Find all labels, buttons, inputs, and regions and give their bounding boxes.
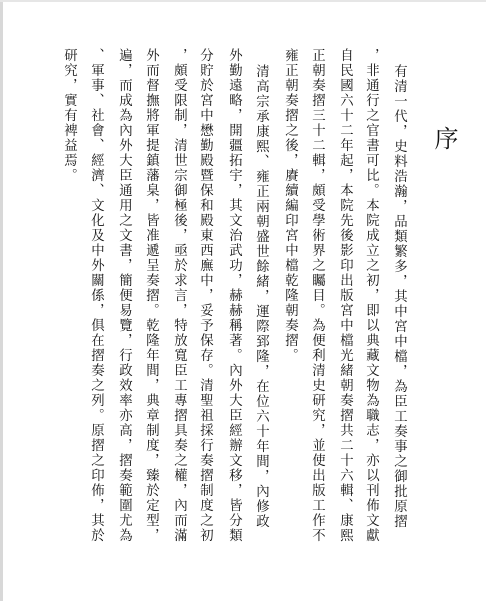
text-column: 雍正朝奏摺之後，賡續編印宮中檔乾隆朝奏摺。: [282, 48, 298, 363]
text-column: ，頗受限制，清世宗御極後，亟於求言，特放寬臣工專摺具奏之權，內而滿: [171, 48, 187, 543]
text-column: 清高宗承康熙、雍正兩朝盛世餘緒，運際郅隆，在位六十年間，內修政: [253, 64, 269, 529]
text-column: 自民國六十二年起，本院先後影印出版宮中檔光緒朝奏摺共二十六輯、康熙: [337, 48, 353, 543]
text-column: 有清一代，史料浩瀚，品類繁多，其中宮中檔，為臣工奏事之御批原摺: [391, 64, 407, 529]
preface-heading: 序: [430, 126, 458, 150]
text-column: 外勤遠略，開疆拓宇，其文治武功，赫赫稱著。內外大臣經辦文移，皆分類: [226, 48, 242, 543]
scan-edge-left: [0, 0, 3, 601]
text-column: 外而督撫將軍提鎮藩臬，皆准遞呈奏摺。乾隆年間，典章制度，臻於定型，: [143, 48, 159, 543]
scan-edge-top: [0, 0, 486, 2]
text-column: 研究，實有裨益焉。: [61, 48, 77, 183]
text-column: 、軍事、社會、經濟、文化及中外關係，俱在摺奏之列。原摺之印佈，其於: [88, 48, 104, 543]
text-column: ，非通行之官書可比。本院成立之初，即以典藏文物為職志，亦以刊佈文獻: [363, 48, 379, 543]
text-column: 正朝奏摺三十二輯，頗受學術界之矚目。為便利清史研究，並使出版工作不: [309, 48, 325, 543]
text-column: 遍，而成為內外大臣通用之文書，簡便易覽，行政效率亦高，摺奏範圍尤為: [116, 48, 132, 543]
text-column: 分貯於宮中懋勤殿暨保和殿東西廡中，妥予保存。清聖祖採行奏摺制度之初: [197, 48, 213, 543]
